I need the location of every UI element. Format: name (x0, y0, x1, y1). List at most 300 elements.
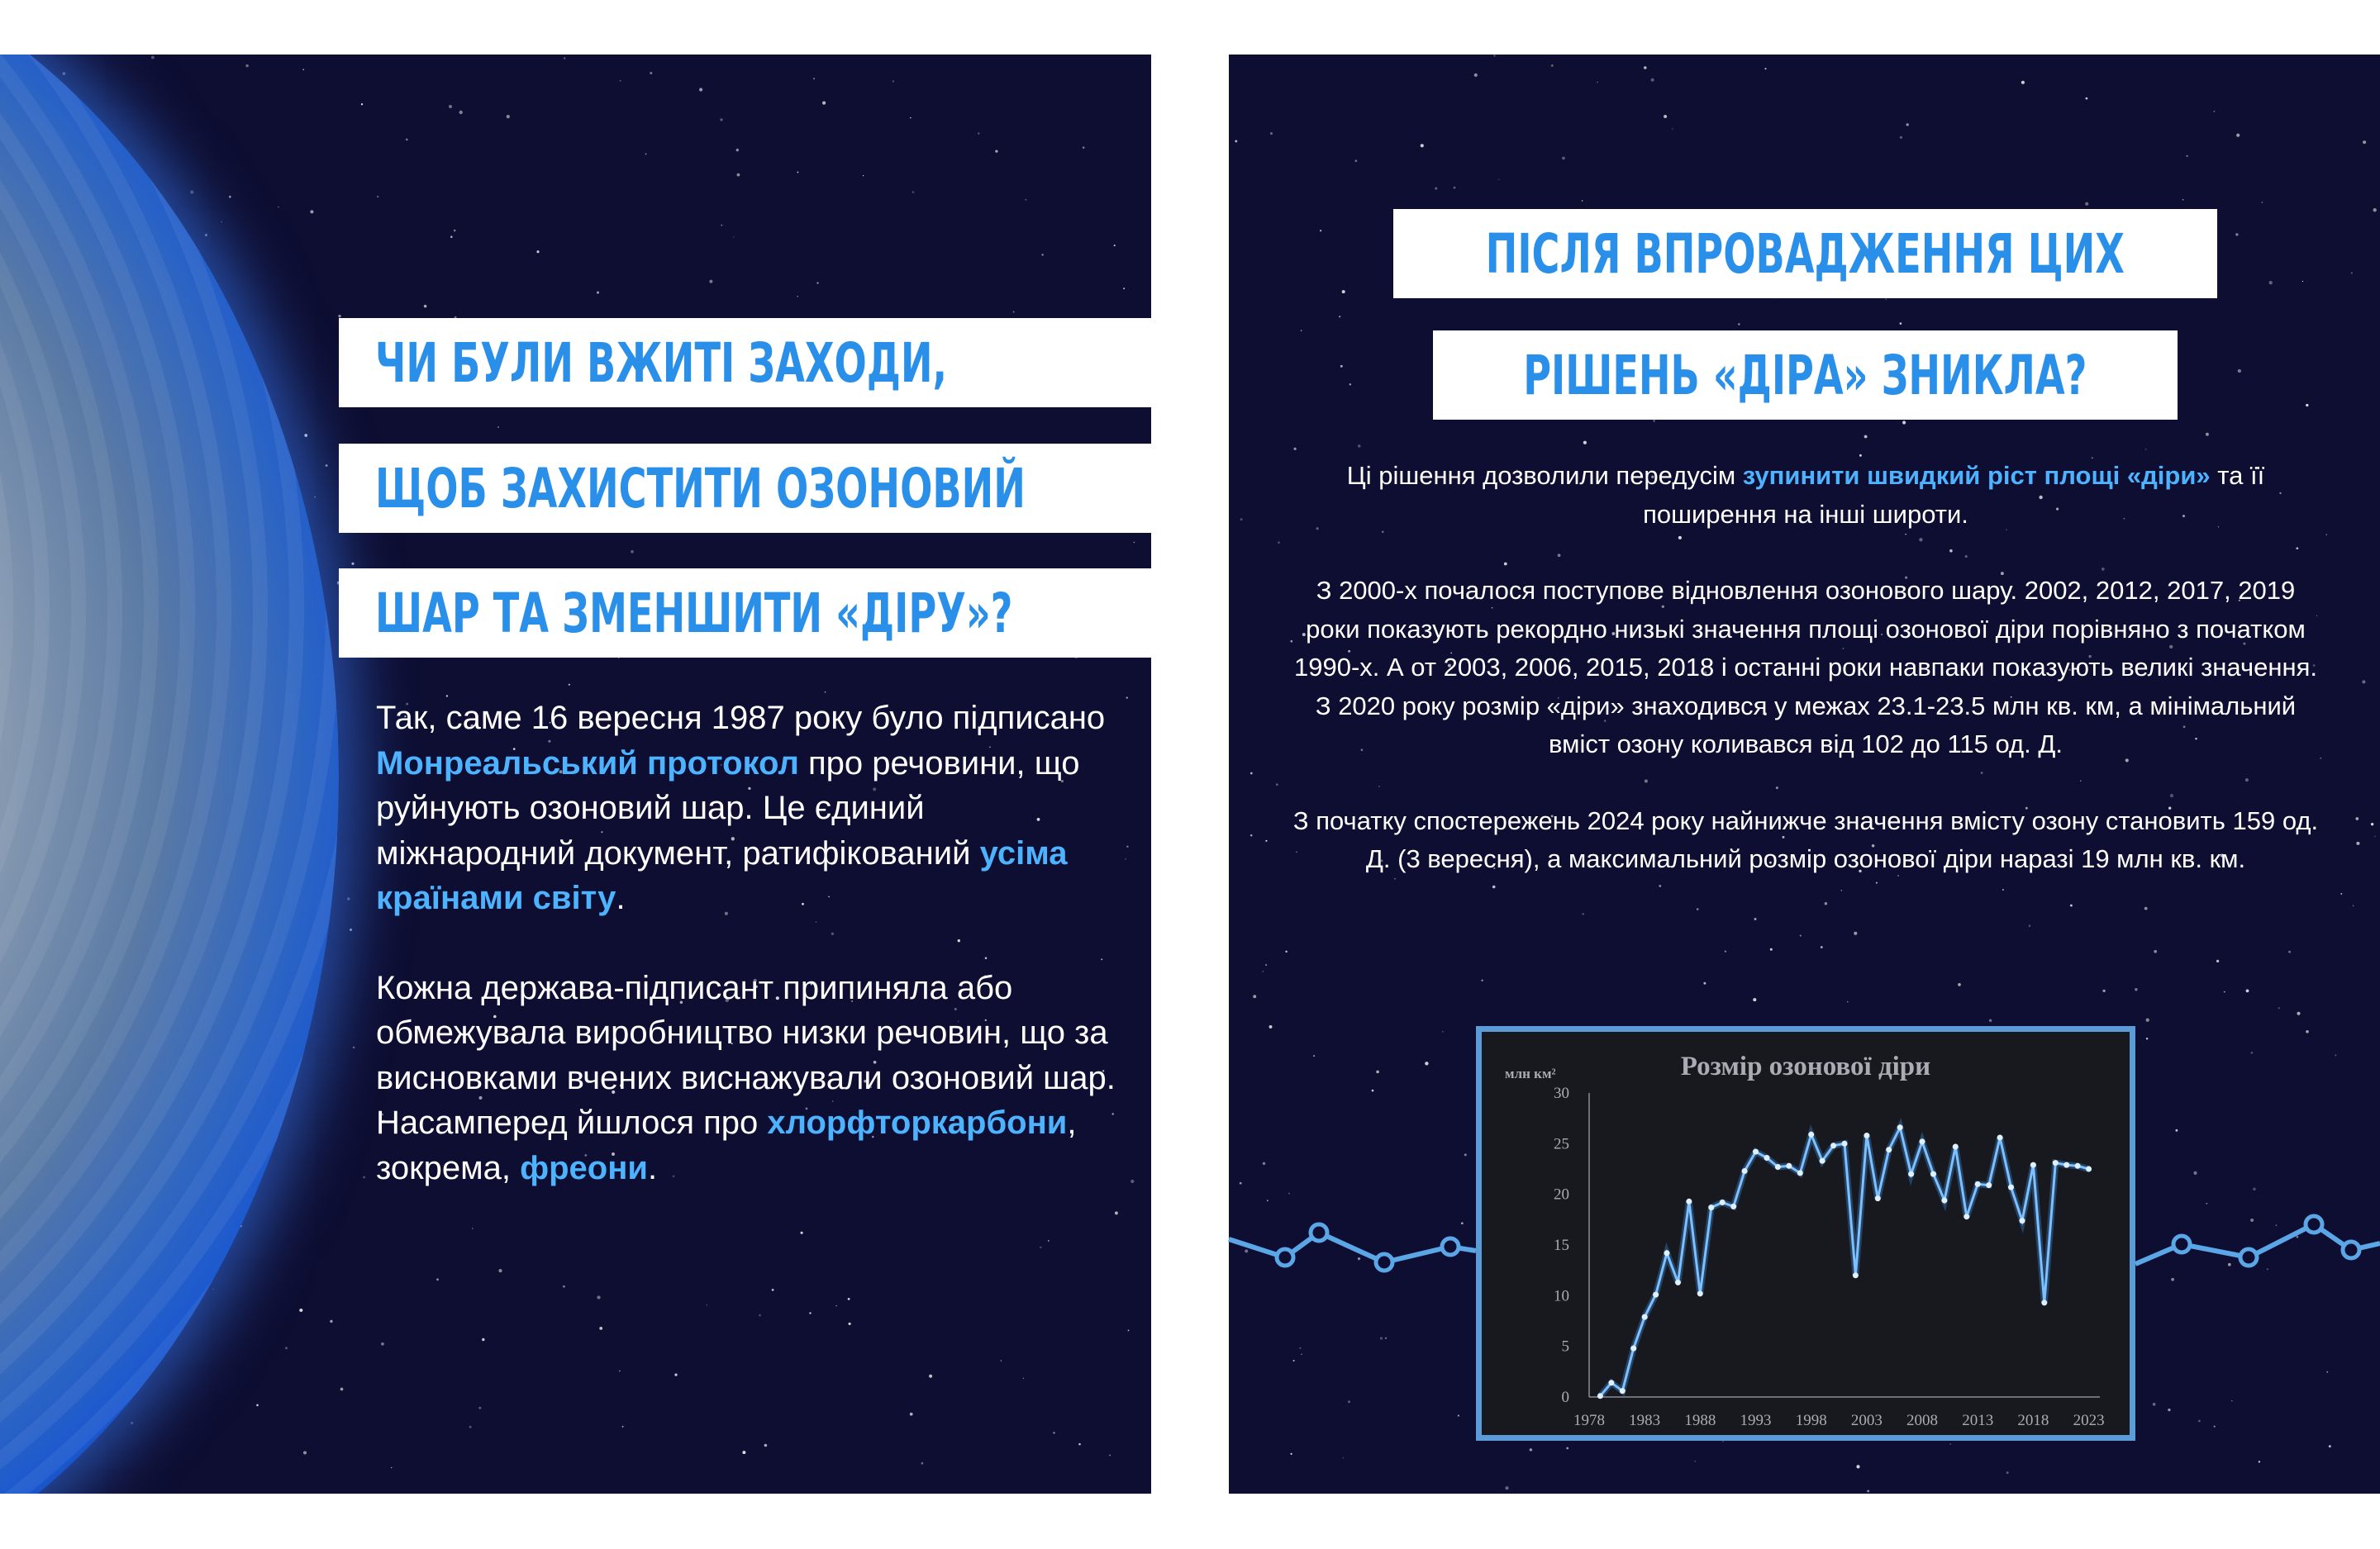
star (2175, 1129, 2178, 1132)
chart-x-tick-label: 2013 (1962, 1412, 1994, 1429)
chart-data-point (1963, 1214, 1969, 1219)
star (1958, 983, 1961, 986)
star (1949, 1443, 1950, 1444)
star (2086, 97, 2088, 100)
star (2355, 817, 2359, 820)
chart-data-point (2020, 1218, 2025, 1224)
star (835, 1305, 836, 1306)
star (497, 426, 499, 428)
chart-data-point (1775, 1164, 1781, 1170)
star (797, 296, 798, 297)
star (1240, 518, 1243, 520)
star (921, 1462, 924, 1465)
star (597, 292, 599, 294)
body-text: Ці рішення дозволили передусім (1346, 461, 1743, 490)
star (351, 563, 354, 565)
chart-data-point (1764, 1155, 1770, 1161)
star (1754, 918, 1757, 920)
star (347, 897, 350, 900)
star (619, 1371, 621, 1372)
chart-data-point (1697, 1290, 1703, 1296)
star (2146, 1038, 2148, 1039)
star (2193, 1171, 2197, 1175)
chart-data-point (1953, 1144, 1959, 1150)
star (1902, 421, 1906, 424)
star (1299, 1347, 1301, 1349)
star (507, 115, 510, 118)
star (1821, 946, 1823, 948)
star (482, 1338, 484, 1341)
chart-y-tick-label: 25 (1554, 1135, 1569, 1153)
star (1435, 188, 1437, 190)
chart-data-point (1941, 1198, 1947, 1204)
chart-data-point (2041, 1300, 2047, 1305)
chart-data-point (1842, 1141, 1848, 1147)
star (1343, 1457, 1344, 1458)
star (1464, 1153, 1467, 1156)
chart-data-point (1786, 1163, 1792, 1169)
star (2253, 1187, 2256, 1190)
star (245, 64, 249, 68)
chart-data-point (1630, 1346, 1636, 1352)
right-title-line-1: ПІСЛЯ ВПРОВАДЖЕННЯ ЦИХ (1393, 209, 2217, 298)
star (1906, 123, 1909, 126)
star (314, 497, 316, 498)
star (2296, 1236, 2298, 1238)
chart-data-point (1742, 1168, 1748, 1174)
star (2153, 1403, 2156, 1406)
star (1294, 448, 1297, 450)
star (2224, 991, 2225, 993)
star (737, 173, 740, 177)
star (469, 1426, 472, 1428)
star (2353, 905, 2354, 907)
star (326, 464, 328, 467)
star (2206, 433, 2209, 436)
chart-x-tick-label: 1993 (1740, 1412, 1772, 1429)
star (995, 150, 997, 152)
star (1001, 1360, 1002, 1361)
chart-data-point (1830, 1143, 1836, 1148)
star (1651, 78, 1654, 82)
star (1240, 1182, 1242, 1185)
star (310, 210, 313, 213)
chart-y-tick-label: 10 (1554, 1287, 1569, 1305)
star (709, 280, 712, 283)
star (1349, 383, 1351, 385)
star (2171, 1278, 2174, 1281)
chart-data-point (2063, 1162, 2069, 1168)
body-text: Кожна держава-підписант припиняла або обмежувала виробництво низки речовин, що за висновками вчених виснажували озоновий шар. Насамперед йшлося про (376, 969, 1116, 1141)
star (1583, 441, 1587, 444)
star (1864, 435, 1868, 439)
chart-data-point (1997, 1135, 2003, 1141)
star (1276, 783, 1278, 786)
chart-data-point (1620, 1388, 1626, 1394)
body-text: про речовини, що руйнують озоновий шар. Це єдиний міжнародний документ, ратифікований (376, 744, 1080, 872)
star (350, 929, 352, 931)
star (2186, 155, 2187, 157)
star (1013, 311, 1015, 313)
star (205, 234, 207, 236)
left-paragraph-2 (376, 966, 1120, 1191)
star (1301, 330, 1302, 331)
star (406, 139, 408, 141)
chart-data-point (1853, 1272, 1859, 1278)
star (1269, 1025, 1273, 1029)
star (2371, 823, 2373, 825)
star (1126, 846, 1128, 848)
star (736, 149, 739, 151)
star (1694, 1461, 1696, 1462)
star (912, 191, 915, 193)
star (2362, 680, 2365, 683)
star (2306, 1030, 2309, 1033)
body-text: Так, саме 16 вересня 1987 року було підписано (376, 700, 1106, 736)
body-text: З початку спостережень 2024 року найнижче значення вмісту озону становить 159 од. Д. (3 вересня), а максимальний розмір озонової діри наразі 19 млн кв. км. (1292, 805, 2319, 873)
star (1250, 834, 1253, 837)
star (2326, 1371, 2328, 1373)
chart-data-point (2030, 1162, 2036, 1168)
star (1267, 1200, 1269, 1201)
star (2228, 1263, 2231, 1266)
star (2102, 990, 2105, 992)
highlight-text: зупинити швидкий ріст площі «діри» (1742, 461, 2211, 490)
right-title-line-2: РІШЕНЬ «ДІРА» ЗНИКЛА? (1433, 330, 2178, 420)
body-text: З 2000-х почалося поступове відновлення озонового шару. 2002, 2012, 2017, 2019 роки показують рекордно низькі значення площі озонової діри порівняно з початком 1990-х. А от 2003, 2006, 2015, 2018 і останні роки навпаки показують великі значення. З 2020 року розмір «діри» знаходився у межах 23.1-23.5 млн кв. км, а мінімальний вміст озону коливався від 102 до 115 од. Д. (1294, 576, 2317, 758)
star (221, 221, 222, 223)
star (212, 1289, 213, 1290)
star (809, 1312, 811, 1314)
star (2029, 924, 2031, 927)
star (536, 250, 539, 253)
chart-data-point (1897, 1124, 1903, 1130)
star (910, 117, 911, 118)
star (1376, 1071, 1379, 1074)
chart-data-point (2053, 1160, 2059, 1166)
body-text: . (647, 1149, 658, 1186)
highlight-text: хлорфторкарбони (767, 1105, 1068, 1141)
star (229, 196, 231, 198)
star (797, 172, 798, 173)
star (848, 1298, 850, 1300)
star (1339, 316, 1340, 317)
chart-data-point (2075, 1163, 2081, 1169)
star (2259, 1461, 2260, 1462)
star (1722, 1441, 1724, 1442)
star (742, 1451, 745, 1454)
star (674, 1374, 677, 1376)
star (1123, 287, 1125, 289)
chart-x-tick-label: 2008 (1906, 1412, 1939, 1429)
star (330, 1320, 332, 1323)
star (1764, 68, 1766, 69)
chart-data-point (1875, 1195, 1881, 1201)
star (1025, 199, 1026, 201)
star (391, 1467, 392, 1468)
star (1355, 159, 1358, 162)
star (2275, 1224, 2277, 1226)
star (2374, 836, 2375, 837)
star (1358, 1257, 1360, 1260)
star (816, 283, 818, 284)
right-body (1289, 457, 2322, 917)
star (733, 236, 734, 237)
chart-data-point (1930, 1171, 1936, 1177)
star (2085, 202, 2088, 206)
chart-x-tick-label: 1978 (1573, 1412, 1605, 1429)
star (1313, 1055, 1315, 1057)
star (1278, 541, 1280, 544)
star (1053, 1432, 1054, 1433)
star (1672, 128, 1673, 129)
star (2335, 1054, 2336, 1056)
star (2288, 951, 2291, 953)
star (1425, 1062, 1428, 1065)
star (2168, 1409, 2170, 1411)
star (892, 80, 894, 82)
star (825, 691, 826, 693)
star (1320, 230, 1321, 231)
star (1551, 64, 1554, 67)
star (863, 175, 864, 176)
star (2246, 990, 2249, 993)
star (1290, 1453, 1292, 1455)
chart-data-point (2008, 1185, 2014, 1190)
chart-x-tick-label: 1998 (1795, 1412, 1827, 1429)
star (304, 434, 307, 437)
star (363, 1176, 365, 1179)
star (338, 315, 340, 317)
left-title-line-3: ШАР ТА ЗМЕНШИТИ «ДІРУ»? (339, 568, 1151, 658)
highlight-text: Монреальський протокол (376, 744, 799, 782)
star (1235, 140, 1237, 142)
star (1493, 55, 1496, 57)
star (1770, 948, 1773, 951)
chart-y-label: млн км² (1505, 1066, 1556, 1081)
star (256, 1404, 259, 1407)
star (63, 72, 66, 75)
star (424, 305, 427, 308)
left-title-line-2: ЩОБ ЗАХИСТИТИ ОЗОНОВИЙ (339, 444, 1151, 533)
star (2297, 1012, 2300, 1015)
star (1900, 136, 1902, 139)
star (1340, 365, 1343, 368)
highlight-text: усіма країнами світу (376, 834, 1068, 916)
chart-data-point (1908, 1171, 1914, 1177)
left-paragraph-1 (376, 696, 1120, 921)
star (340, 1388, 344, 1391)
star (622, 1426, 624, 1428)
star (2214, 111, 2216, 112)
star (1530, 1448, 1532, 1451)
star (910, 1413, 913, 1416)
star (449, 105, 452, 108)
star (1474, 74, 1478, 77)
star (1262, 971, 1264, 972)
chart-data-point (1720, 1200, 1726, 1205)
star (1040, 1247, 1041, 1248)
star (1380, 1337, 1383, 1339)
star (764, 1444, 768, 1447)
chart-y-tick-label: 0 (1561, 1389, 1569, 1406)
chart-x-tick-label: 2018 (2017, 1412, 2049, 1429)
star (1597, 82, 1598, 83)
star (631, 550, 634, 554)
star (2216, 960, 2219, 962)
star (1458, 1415, 1459, 1417)
star (1372, 1090, 1374, 1092)
star (303, 1451, 307, 1454)
star (772, 1289, 774, 1291)
chart-data-point (1664, 1250, 1670, 1256)
star (2006, 1471, 2009, 1474)
star (353, 1047, 355, 1049)
star (1265, 964, 1267, 966)
star (2340, 893, 2342, 895)
highlight-text: фреони (520, 1149, 648, 1186)
star (1109, 1455, 1111, 1456)
star (2145, 449, 2147, 450)
star (2231, 1400, 2232, 1401)
star (2154, 950, 2157, 953)
star (822, 102, 826, 105)
star (2235, 233, 2238, 235)
star (1856, 1465, 1859, 1468)
star (1703, 982, 1706, 985)
star (1048, 1240, 1050, 1242)
star (2214, 1426, 2216, 1428)
chart-data-point (1686, 1199, 1692, 1205)
star (1253, 995, 1256, 998)
star (2198, 1420, 2201, 1423)
chart-data-point (1864, 1133, 1869, 1138)
star (151, 56, 155, 59)
star (1566, 1447, 1568, 1450)
star (299, 1309, 302, 1312)
chart-series-glow (1600, 1128, 2088, 1396)
star (1023, 1378, 1024, 1379)
star (498, 1269, 502, 1272)
star (2329, 1445, 2331, 1447)
chart-y-tick-label: 15 (1554, 1237, 1569, 1254)
star (599, 1327, 602, 1330)
star (1653, 420, 1654, 421)
star (1885, 298, 1887, 300)
star (1505, 1486, 1508, 1490)
chart-x-tick-label: 1983 (1629, 1412, 1661, 1429)
star (620, 80, 621, 82)
chart-data-point (1653, 1292, 1659, 1298)
star (759, 1314, 761, 1317)
star (1498, 179, 1499, 180)
star (1358, 444, 1361, 448)
star (1126, 696, 1127, 698)
star (645, 153, 647, 154)
chart-data-point (1797, 1170, 1803, 1176)
star (2356, 842, 2359, 845)
star (650, 72, 652, 74)
star (2262, 202, 2263, 203)
star (1288, 1193, 1290, 1195)
star (1083, 146, 1085, 149)
star (2251, 1052, 2254, 1054)
chart-data-point (1886, 1147, 1892, 1152)
chart-x-tick-label: 2003 (1850, 1412, 1883, 1429)
chart-data-point (1675, 1280, 1681, 1285)
chart-data-point (1730, 1204, 1736, 1209)
star (1854, 932, 1857, 935)
star (1078, 1443, 1081, 1446)
star (2021, 81, 2025, 84)
left-title-line-1: ЧИ БУЛИ ВЖИТІ ЗАХОДИ, (339, 318, 1151, 407)
chart-x-tick-label: 2023 (2073, 1412, 2105, 1429)
star (721, 225, 722, 226)
star (1348, 1400, 1350, 1403)
star (2135, 988, 2137, 991)
ozone-chart (1476, 1026, 2135, 1441)
star (563, 1285, 565, 1288)
star (2146, 1019, 2149, 1022)
star (2238, 369, 2241, 373)
chart-data-point (1642, 1314, 1648, 1320)
star (1270, 132, 1273, 135)
star (849, 1323, 851, 1325)
star (454, 230, 456, 232)
star (1800, 935, 1802, 937)
star (1250, 772, 1253, 775)
star (1301, 1354, 1302, 1355)
star (2351, 272, 2353, 273)
star (2182, 199, 2184, 201)
chart-data-point (1708, 1205, 1714, 1210)
star (131, 1422, 133, 1424)
star (1130, 1180, 1134, 1183)
body-text: та її поширення на інші широти. (1643, 461, 2265, 529)
star (450, 235, 453, 238)
body-text: , зокрема, (376, 1105, 1077, 1186)
star (2306, 404, 2308, 406)
star (2250, 1219, 2254, 1222)
chart-data-point (1920, 1138, 1925, 1144)
star (361, 103, 363, 105)
star (1847, 1001, 1848, 1002)
star (2267, 1268, 2268, 1270)
star (2269, 281, 2273, 284)
star (564, 57, 566, 59)
body-text: . (616, 880, 626, 916)
star (1582, 200, 1583, 202)
chart-x-tick-label: 1988 (1684, 1412, 1716, 1429)
star (2302, 281, 2303, 282)
star (597, 1295, 600, 1299)
star (1900, 322, 1902, 325)
star (978, 132, 979, 134)
star (1421, 144, 1424, 147)
star (1989, 1019, 1992, 1022)
star (1644, 66, 1647, 69)
star (1664, 115, 1667, 118)
star (381, 1342, 384, 1346)
star (1481, 980, 1483, 981)
right-paragraph-2 (1289, 572, 2322, 764)
star (459, 111, 463, 114)
star (1128, 1329, 1130, 1331)
star (1461, 1222, 1464, 1224)
star (1385, 1338, 1387, 1339)
chart-svg (1482, 1032, 2130, 1435)
chart-data-point (2086, 1167, 2092, 1172)
